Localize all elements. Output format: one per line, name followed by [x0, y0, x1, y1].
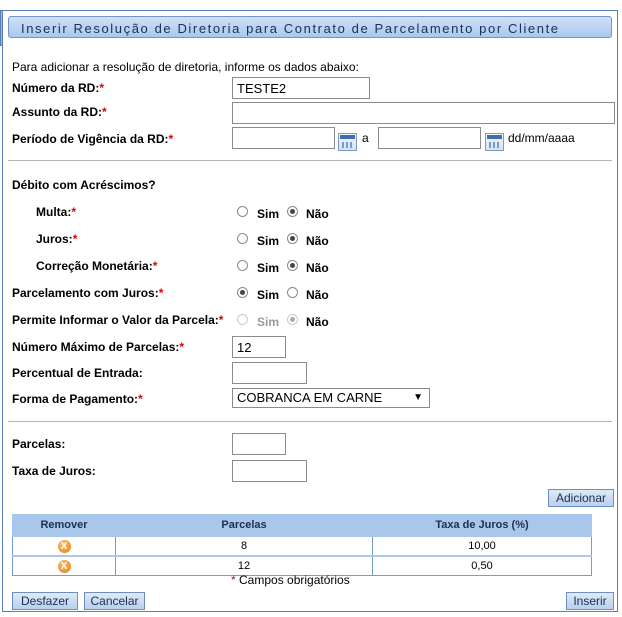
- juros-nao-radio[interactable]: [287, 233, 298, 244]
- taxa-cell: 10,00: [373, 536, 592, 556]
- column-header: Remover: [13, 515, 116, 537]
- correcao-nao-radio[interactable]: [287, 260, 298, 271]
- periodo-end-input[interactable]: [378, 127, 481, 149]
- desfazer-button[interactable]: Desfazer: [12, 592, 78, 610]
- column-header: Taxa de Juros (%): [373, 515, 592, 537]
- remove-icon[interactable]: X: [58, 560, 71, 573]
- parc-juros-nao-label: Não: [306, 288, 329, 302]
- permite-valor-nao-label: Não: [306, 315, 329, 329]
- juros-sim-label: Sim: [257, 234, 280, 248]
- taxa-juros-input[interactable]: [232, 460, 307, 482]
- multa-nao-radio[interactable]: [287, 206, 298, 217]
- parcelas-label: Parcelas:: [12, 437, 66, 451]
- required-note: * Campos obrigatórios: [231, 573, 350, 587]
- forma-pagamento-value: COBRANCA EM CARNE: [237, 390, 383, 405]
- percentual-entrada-input[interactable]: [232, 362, 307, 384]
- debito-header: Débito com Acréscimos?: [12, 178, 156, 192]
- remove-icon[interactable]: X: [58, 540, 71, 553]
- calendar-icon[interactable]: [485, 133, 504, 151]
- periodo-label: Período de Vigência da RD:*: [12, 132, 174, 146]
- taxa-juros-label: Taxa de Juros:: [12, 464, 96, 478]
- permite-valor-nao-radio: [287, 314, 298, 325]
- numero-rd-label: Número da RD:*: [12, 81, 105, 95]
- parc-juros-sim-label: Sim: [257, 288, 280, 302]
- percentual-entrada-label: Percentual de Entrada:: [12, 366, 143, 380]
- correcao-sim-radio[interactable]: [237, 260, 248, 271]
- adicionar-button[interactable]: Adicionar: [548, 489, 614, 507]
- multa-label: Multa:*: [36, 205, 76, 219]
- column-header: Parcelas: [116, 515, 373, 537]
- multa-nao-label: Não: [306, 207, 329, 221]
- parc-juros-sim-radio[interactable]: [237, 287, 248, 298]
- correcao-sim-label: Sim: [257, 261, 280, 275]
- parcelas-input[interactable]: [232, 433, 286, 455]
- forma-pagamento-select[interactable]: [232, 388, 430, 408]
- table-header-row: [13, 515, 592, 537]
- cancelar-button[interactable]: Cancelar: [84, 592, 145, 610]
- parcelas-table: [12, 514, 592, 576]
- parcelas-cell: 12: [116, 556, 373, 576]
- parc-juros-label: Parcelamento com Juros:*: [12, 286, 164, 300]
- juros-label: Juros:*: [36, 232, 78, 246]
- permite-valor-sim-radio: [237, 314, 248, 325]
- correcao-label: Correção Monetária:*: [36, 259, 158, 273]
- taxa-cell: 0,50: [373, 556, 592, 576]
- inserir-button[interactable]: Inserir: [566, 592, 614, 610]
- remove-cell: [13, 536, 116, 556]
- permite-valor-label: Permite Informar o Valor da Parcela:*: [12, 313, 224, 327]
- juros-nao-label: Não: [306, 234, 329, 248]
- assunto-rd-label: Assunto da RD:*: [12, 105, 107, 119]
- parcelas-cell: 8: [116, 536, 373, 556]
- page-title: Inserir Resolução de Diretoria para Contrato de Parcelamento por Cliente: [21, 21, 560, 36]
- permite-valor-sim-label: Sim: [257, 315, 280, 329]
- remove-cell: [13, 556, 116, 576]
- instruction-text: Para adicionar a resolução de diretoria, informe os dados abaixo:: [12, 60, 359, 74]
- periodo-separator: a: [362, 131, 369, 145]
- date-format-hint: dd/mm/aaaa: [508, 131, 575, 145]
- assunto-rd-input[interactable]: [232, 102, 615, 124]
- multa-sim-label: Sim: [257, 207, 280, 221]
- divider: [8, 160, 612, 161]
- forma-pagamento-label: Forma de Pagamento:*: [12, 392, 143, 406]
- title-bar: [8, 16, 612, 38]
- numero-rd-input[interactable]: [232, 77, 370, 99]
- correcao-nao-label: Não: [306, 261, 329, 275]
- num-max-parcelas-label: Número Máximo de Parcelas:*: [12, 340, 185, 354]
- multa-sim-radio[interactable]: [237, 206, 248, 217]
- parc-juros-nao-radio[interactable]: [287, 287, 298, 298]
- table-row: [13, 536, 592, 556]
- periodo-start-input[interactable]: [232, 127, 335, 149]
- calendar-icon[interactable]: [338, 133, 357, 151]
- num-max-parcelas-input[interactable]: [232, 336, 286, 358]
- dropdown-arrow-icon: ▼: [413, 392, 423, 403]
- juros-sim-radio[interactable]: [237, 233, 248, 244]
- divider: [8, 421, 612, 422]
